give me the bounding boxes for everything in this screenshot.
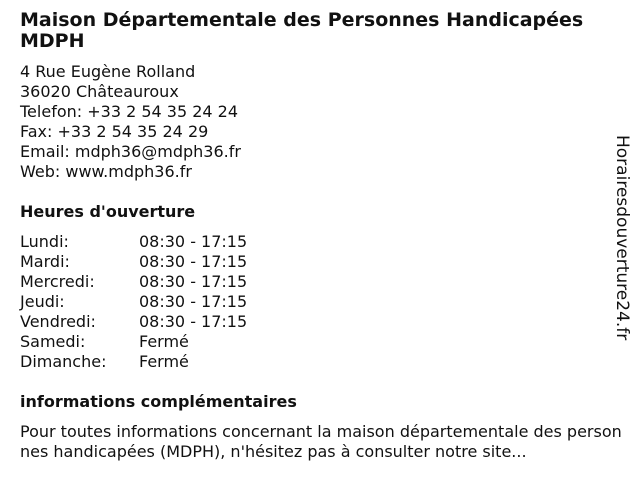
main-content bbox=[20, 10, 625, 462]
phone-number: Telefon: +33 2 54 35 24 24 bbox=[20, 102, 239, 121]
email-address: Email: mdph36@mdph36.fr bbox=[20, 142, 241, 161]
day-label: Samedi: bbox=[20, 332, 86, 351]
hours-row-wednesday bbox=[20, 272, 625, 292]
day-label: Dimanche: bbox=[20, 352, 107, 371]
day-label: Jeudi: bbox=[20, 292, 65, 311]
day-label: Vendredi: bbox=[20, 312, 96, 331]
website: Web: www.mdph36.fr bbox=[20, 162, 192, 181]
street-address: 4 Rue Eugène Rolland bbox=[20, 62, 196, 81]
day-label: Mardi: bbox=[20, 252, 70, 271]
time-value: Fermé bbox=[139, 352, 189, 371]
hours-row-friday bbox=[20, 312, 625, 332]
hours-row-monday bbox=[20, 232, 625, 252]
time-value: 08:30 - 17:15 bbox=[139, 252, 248, 271]
page-title bbox=[20, 10, 625, 52]
info-text: Pour toutes informations concernant la maison départementale des personnes handicapées (MDPH), n'hésitez pas à consulter notre site... bbox=[20, 422, 622, 461]
hours-row-tuesday bbox=[20, 252, 625, 272]
hours-row-thursday bbox=[20, 292, 625, 312]
day-label: Lundi: bbox=[20, 232, 69, 251]
info-heading: informations complémentaires bbox=[20, 392, 297, 411]
address-block bbox=[20, 62, 625, 182]
city-address: 36020 Châteauroux bbox=[20, 82, 179, 101]
title-line-1: Maison Départementale des Personnes Handicapées bbox=[20, 9, 584, 31]
hours-row-saturday bbox=[20, 332, 625, 352]
time-value: 08:30 - 17:15 bbox=[139, 232, 248, 251]
time-value: 08:30 - 17:15 bbox=[139, 292, 248, 311]
time-value: 08:30 - 17:15 bbox=[139, 312, 248, 331]
time-value: Fermé bbox=[139, 332, 189, 351]
title-line-2: MDPH bbox=[20, 30, 85, 52]
hours-row-sunday bbox=[20, 352, 625, 372]
hours-heading: Heures d'ouverture bbox=[20, 202, 196, 221]
day-label: Mercredi: bbox=[20, 272, 95, 291]
site-watermark: Horairesdouverture24.fr bbox=[612, 135, 632, 341]
time-value: 08:30 - 17:15 bbox=[139, 272, 248, 291]
fax-number: Fax: +33 2 54 35 24 29 bbox=[20, 122, 209, 141]
hours-table bbox=[20, 232, 625, 372]
